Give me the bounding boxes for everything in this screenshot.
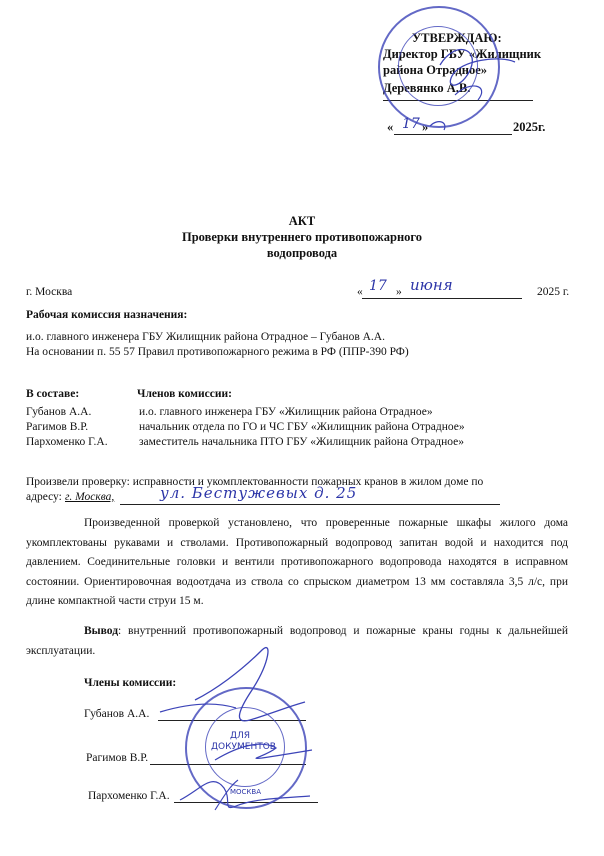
member-position: заместитель начальника ПТО ГБУ «Жилищник района Отрадное» [139, 436, 464, 448]
act-subtitle-line2: водопровода [266, 246, 338, 260]
approval-heading: УТВЕРЖДАЮ: [412, 31, 502, 45]
check-address-typed: г. Москва, [65, 491, 115, 503]
member-name: Пархоменко Г.А. [26, 436, 108, 448]
check-address-prefix: адресу: [26, 491, 62, 503]
commission-line2: На основании п. 55 57 Правил противопожарного режима в РФ (ППР-390 РФ) [26, 346, 409, 358]
approval-date-close: » [422, 120, 429, 134]
stamp-center-line2: ДОКУМЕНТОВ [211, 742, 276, 752]
members-heading: Членов комиссии: [137, 388, 232, 400]
approval-line2: района Отрадное» [383, 63, 488, 77]
commission-heading: Рабочая комиссия назначения: [26, 309, 188, 321]
date-close: » [396, 286, 402, 298]
date-month: июня [410, 276, 453, 294]
approval-date-day: 17 [402, 116, 420, 132]
city: г. Москва [26, 286, 73, 298]
conclusion-text: : внутренний противопожарный водопровод и пожарные краны годны к дальнейшей эксплуатации. [26, 625, 568, 657]
member-position: начальник отдела по ГО и ЧС ГБУ «Жилищник района Отрадное» [139, 421, 465, 433]
stamp-bottom-text: МОСКВА [230, 788, 261, 796]
approval-date-year: 2025г. [513, 120, 546, 134]
check-line1: Произвели проверку: исправности и укомплектованности пожарных кранов в жилом доме по [26, 476, 484, 488]
check-address-handwritten: ул. Бестужевых д. 25 [160, 484, 358, 502]
member-name: Рагимов В.Р. [26, 421, 89, 433]
member-position: и.о. главного инженера ГБУ «Жилищник района Отрадное» [139, 406, 433, 418]
date-year: 2025 г. [537, 286, 570, 298]
act-subtitle-line1: Проверки внутреннего противопожарного [181, 230, 423, 244]
act-title: АКТ [288, 214, 316, 228]
date-day: 17 [369, 278, 387, 294]
member-name: Губанов А.А. [26, 406, 92, 418]
signatures-heading: Члены комиссии: [84, 677, 177, 689]
approval-date-open: « [387, 120, 394, 134]
conclusion-label: Вывод [84, 625, 119, 637]
commission-line1: и.о. главного инженера ГБУ Жилищник района Отрадное – Губанов А.А. [26, 331, 385, 343]
approval-line1: Директор ГБУ «Жилищник [383, 47, 542, 61]
body-paragraph: Произведенной проверкой установлено, что проверенные пожарные шкафы жилого дома укомплектованы рукавами и стволами. Противопожарный водопровод запитан водой и находится под давлением. Соединительные головки и вентили противопожарного водопровода находятся в исправном состоянии. Ориентировочная водоотдача из ствола со спрыском диаметром 13 мм составляла 3,5 л/с, при длине компактной части струи 15 м. [26, 517, 568, 608]
stamp-center-line1: ДЛЯ [230, 731, 251, 741]
approval-signer: Деревянко А.В. [383, 81, 471, 95]
date-open: « [357, 286, 363, 298]
signature-name: Пархоменко Г.А. [88, 790, 170, 802]
signature-name: Рагимов В.Р. [86, 752, 149, 764]
signature-name: Губанов А.А. [84, 708, 150, 720]
composition-heading: В составе: [26, 388, 80, 400]
